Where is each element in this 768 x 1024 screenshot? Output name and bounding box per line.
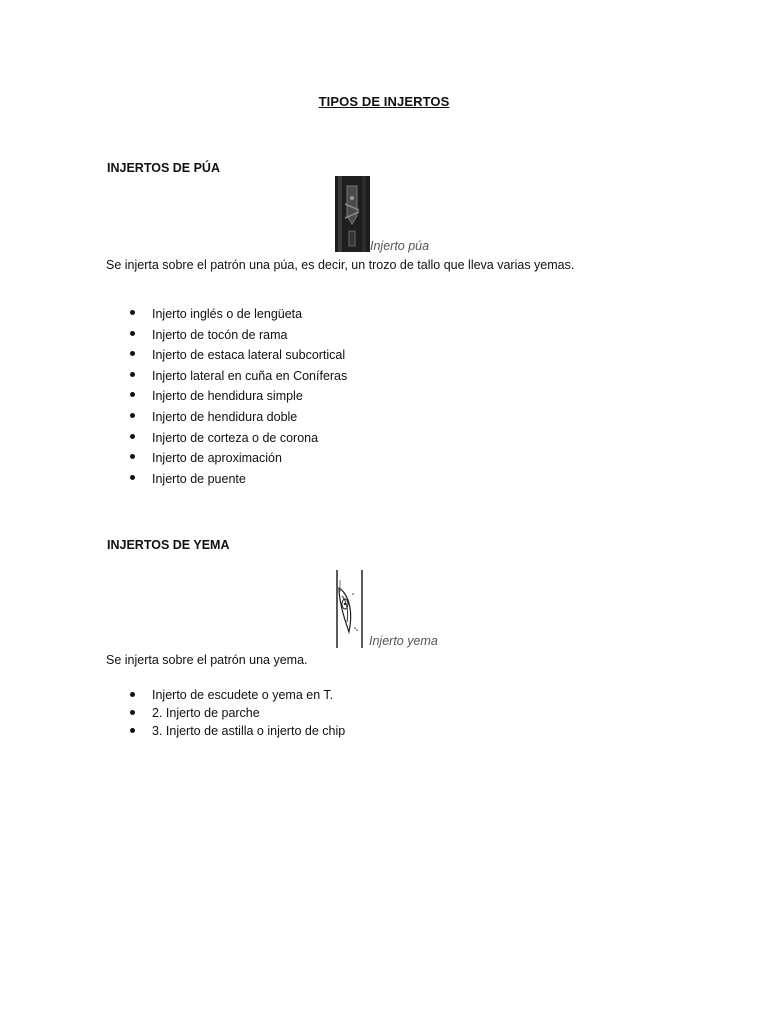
paragraph-pua: Se injerta sobre el patrón una púa, es decir, un trozo de tallo que lleva varias yemas. [106,258,575,272]
yema-types-list [130,686,345,740]
list-item: 3. Injerto de astilla o injerto de chip [130,722,345,740]
figure-caption-pua: Injerto púa [370,239,430,253]
list-item: Injerto de corteza o de corona [130,428,347,449]
section-heading-yema: INJERTOS DE YEMA [107,538,230,552]
figure-caption-yema: Injerto yema [369,634,438,648]
graft-yema-illustration [333,570,367,648]
graft-pua-illustration [335,176,370,252]
list-item: Injerto lateral en cuña en Coníferas [130,366,347,387]
paragraph-yema: Se injerta sobre el patrón una yema. [106,653,308,667]
section-heading-pua: INJERTOS DE PÚA [107,161,220,175]
list-item: Injerto de estaca lateral subcortical [130,345,347,366]
list-item: Injerto de aproximación [130,448,347,469]
list-item: Injerto de tocón de rama [130,325,347,346]
pua-types-list [130,304,347,489]
list-item: Injerto inglés o de lengüeta [130,304,347,325]
list-item: Injerto de hendidura simple [130,386,347,407]
list-item: Injerto de hendidura doble [130,407,347,428]
document-title: TIPOS DE INJERTOS [318,94,450,109]
list-item: Injerto de puente [130,469,347,490]
list-item: Injerto de escudete o yema en T. [130,686,345,704]
list-item: 2. Injerto de parche [130,704,345,722]
